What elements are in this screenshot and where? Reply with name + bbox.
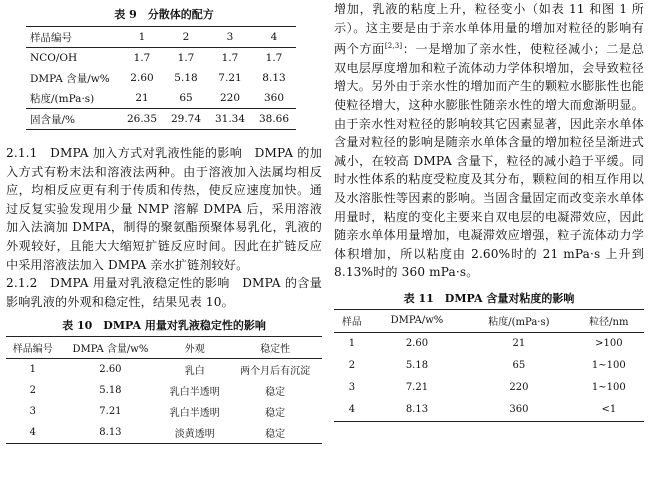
table10-cell: 乳白半透明	[169, 387, 220, 399]
table9-row	[26, 68, 296, 88]
table10-cell: 稳定	[265, 387, 286, 399]
table10-cell: 1	[29, 364, 36, 376]
table9-cell: 1.7	[177, 52, 195, 64]
section-2-1-2-paragraph: 2.1.2 DMPA 用量对乳液稳定性的影响 DMPA 的含量影响乳液的外观和稳定性，结果见表 10。	[6, 276, 322, 309]
table11-cell: 1~100	[591, 360, 626, 372]
table9-cell: 1.7	[221, 52, 239, 64]
table10-cell: 7.21	[99, 406, 122, 418]
discussion-text-part-b: ：一是增加了亲水性，使粒径减小；二是总双电层厚度增加和粒子流体动力学体积增加，会导致粒径增大。另外由于亲水性的增加而产生的颗粒水膨胀性也能使粒径增大，这种水膨胀性随亲水性的增大而愈渐明显。由于亲水性对粒径的影响较其它因素显著，因此亲水单体含量对粒径的影响是随亲水单体含量的增加粒径呈渐进式减小，在较高 DMPA 含量下，粒径的减小趋于平缓。同时水性体系的粘度受粒度及其分布，颗粒间的相互作用以及水溶胀性等因素的影响。当固含量固定而改变亲水单体用量时，粘度的变化主要来自双电层的电凝滞效应，因此随亲水单体用量增加，电凝滞效应增强，粒子流体动力学体积增加，所以粘度由 2.60%时的 21 mPa·s 上升到 8.13%时的 360 mPa·s。	[334, 42, 644, 280]
table11-caption: 表 11 DMPA 含量对粘度的影响	[403, 291, 575, 305]
table10-header-cell: DMPA 含量/w%	[72, 344, 149, 356]
table10-caption: 表 10 DMPA 用量对乳液稳定性的影响	[62, 319, 266, 333]
table11-cell: 4	[348, 404, 356, 416]
table10-header-cell: 稳定性	[260, 344, 291, 356]
table11-cell: 21	[512, 338, 526, 350]
table11	[334, 309, 644, 422]
table9-cell: 2.60	[130, 72, 154, 84]
table9-row	[26, 109, 296, 130]
table9-header-cell: 样品编号	[30, 31, 72, 44]
table11-cell: 360	[509, 404, 529, 416]
left-column	[6, 0, 322, 444]
table10-cell: 2	[29, 385, 36, 397]
discussion-text-part-a: 增加，乳液的粘度上升，粒径变小（如表 11 和图 1 所示）。这主要是由于亲水单体用量的增加对粒径的影响有两个方面	[334, 2, 644, 57]
table9-cell: 31.34	[214, 113, 246, 125]
table9-cell: 7.21	[218, 72, 242, 84]
table11-header-cell: 粒径/nm	[589, 317, 629, 329]
table9-cell: 29.74	[170, 113, 202, 125]
table10-row	[6, 401, 322, 422]
table11-cell: 65	[512, 360, 526, 372]
table10-cell: 4	[29, 427, 36, 439]
section-2-1-1-paragraph: 2.1.1 DMPA 加入方式对乳液性能的影响 DMPA 的加入方式有粉末法和溶液法两种。由于溶液加入法属均相反应，均相反应更有利于传质和传热，使反应速度加快。通过反复实验发现用少量 NMP 溶解 DMPA 后，采用溶液加入法滴加 DMPA，制得的聚氨酯预聚体易乳化，乳液的外观较好，且能大大缩短扩链反应时间。因此在扩链反应中采用溶液法加入 DMPA 亲水扩链剂较好。	[6, 146, 322, 272]
table9-cell: 26.35	[126, 113, 158, 125]
table11-cell: 2	[348, 360, 356, 372]
table9-row	[26, 88, 296, 109]
table11-cell: <1	[601, 404, 617, 416]
table10-header-cell: 外观	[184, 344, 205, 356]
table9-header-row	[26, 27, 296, 48]
table11-header-cell: 样品	[341, 317, 362, 329]
table11-row	[334, 399, 644, 422]
table9-caption: 表 9 分散体的配方	[114, 8, 214, 21]
table11-cell: >100	[595, 338, 623, 350]
right-column	[334, 0, 644, 422]
table11-header-cell: 粘度/(mPa·s)	[488, 317, 550, 329]
table9-header-cell: 2	[182, 31, 190, 43]
table9-row-label: 固含量/%	[30, 113, 76, 126]
table9-cell: 1.7	[265, 52, 283, 64]
table10-cell: 2.60	[99, 364, 122, 376]
table11-row	[334, 377, 644, 399]
table11-cell: 3	[348, 382, 356, 394]
table9-cell: 21	[135, 92, 149, 104]
table9-header-cell: 1	[138, 31, 146, 43]
table10-cell: 8.13	[99, 427, 122, 439]
table11-cell: 220	[509, 382, 529, 394]
table9-header-cell: 3	[226, 31, 234, 43]
table11-cell: 7.21	[405, 382, 429, 394]
table10-header-cell: 样品编号	[12, 344, 53, 356]
table9-row-label: 粘度/(mPa·s)	[30, 92, 95, 105]
table9-cell: 8.13	[262, 72, 286, 84]
table10-cell: 乳白半透明	[169, 408, 220, 420]
table9-row-label: NCO/OH	[30, 52, 78, 64]
table11-header-cell: DMPA/w%	[390, 315, 444, 327]
table9-cell: 1.7	[133, 52, 151, 64]
table11-cell: 5.18	[405, 360, 429, 372]
table9	[26, 26, 296, 130]
table10-cell: 稳定	[265, 408, 286, 420]
citation-marker: [2,3]	[384, 42, 403, 51]
table9-row	[26, 48, 296, 69]
table9-header-cell: 4	[270, 31, 278, 43]
table11-cell: 1	[348, 338, 356, 350]
discussion-paragraph	[334, 0, 644, 282]
table9-cell: 360	[263, 92, 285, 104]
table10-cell: 3	[29, 406, 36, 418]
table11-cell: 8.13	[405, 404, 429, 416]
table10-cell: 稳定	[265, 429, 286, 441]
table10-cell: 乳白	[184, 366, 205, 378]
table9-cell: 38.66	[258, 113, 290, 125]
table10-row	[6, 359, 322, 381]
table11-cell: 1~100	[591, 382, 626, 394]
table10-cell: 两个月后有沉淀	[240, 366, 311, 378]
table9-cell: 220	[219, 92, 241, 104]
table10-header-row	[6, 337, 322, 359]
table9-cell: 65	[179, 92, 193, 104]
table10-row	[6, 380, 322, 401]
table11-cell: 2.60	[405, 338, 429, 350]
table10-cell: 5.18	[99, 385, 122, 397]
table10	[6, 336, 322, 444]
table9-cell: 5.18	[174, 72, 198, 84]
table10-cell: 淡黄透明	[174, 429, 215, 441]
table11-row	[334, 355, 644, 377]
table11-row	[334, 332, 644, 355]
table11-header-row	[334, 309, 644, 332]
table9-row-label: DMPA 含量/w%	[30, 72, 110, 85]
table10-row	[6, 422, 322, 444]
